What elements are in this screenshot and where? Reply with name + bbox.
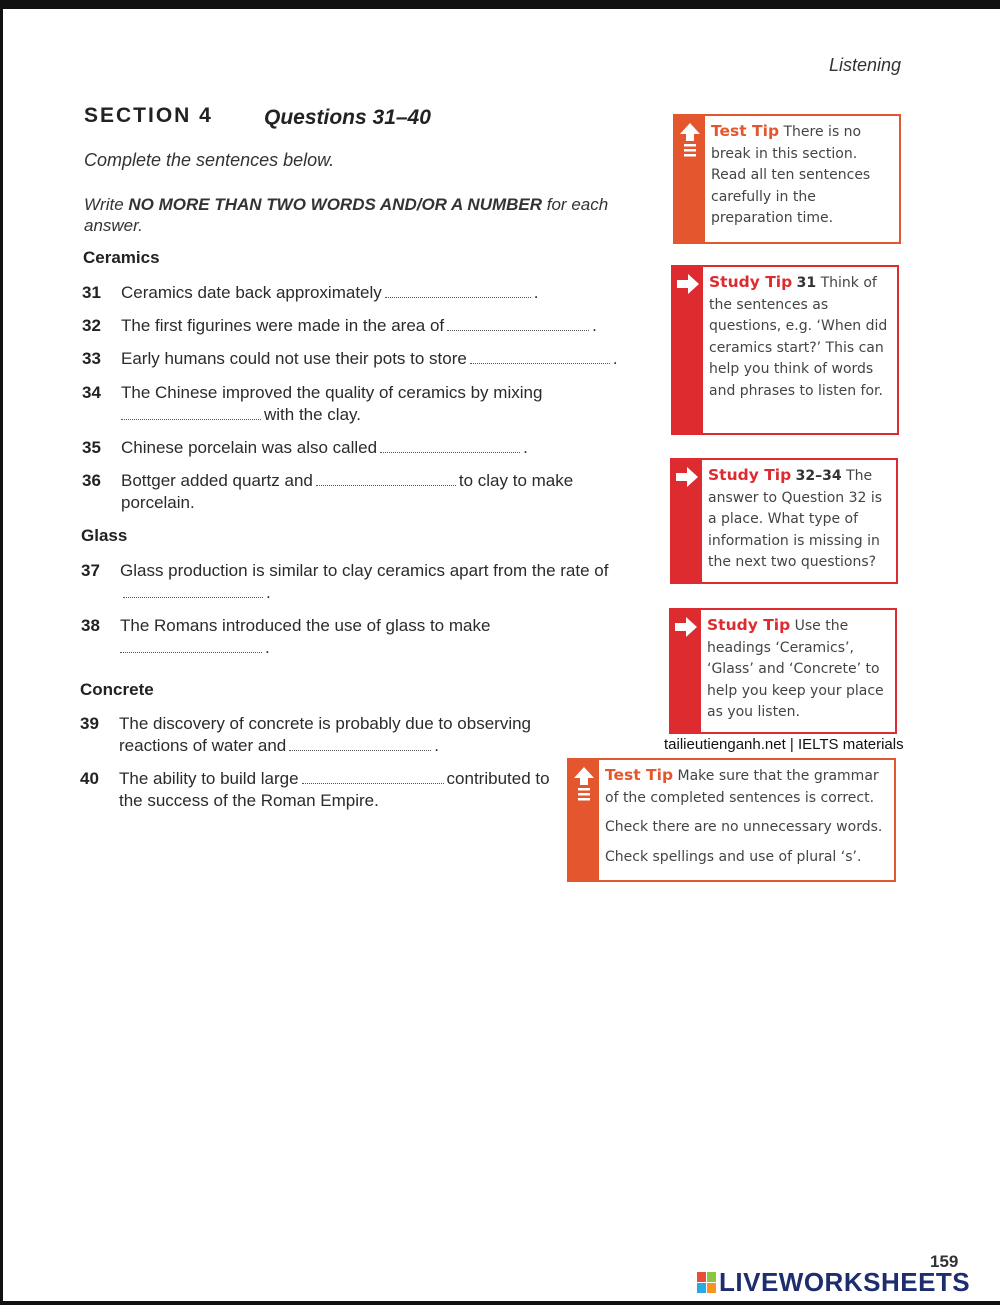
arrow-right-icon [675,466,699,488]
study-tip-32-34-box: Study Tip 32–34 The answer to Question 32 is a place. What type of information is missing in the next two questions? [670,458,898,584]
answer-blank-32[interactable] [447,316,589,331]
answer-blank-34[interactable] [121,405,261,420]
arrow-up-icon [679,122,701,158]
section-questions-range: Questions 31–40 [264,106,431,129]
test-tip-grammar-box [567,758,896,882]
tip-label: Test Tip [605,766,674,784]
logo-mark-icon [697,1272,717,1294]
test-tip-box [673,114,901,244]
answer-blank-36[interactable] [316,471,456,486]
arrow-up-icon [573,766,595,802]
source-note: tailieutienganh.net | IELTS materials [664,736,904,753]
tip-label: Study Tip [708,466,792,484]
tip-text: Make sure that the grammar of the completed sentences is correct. [605,768,879,806]
subheading-concrete: Concrete [80,680,154,699]
instruction-word-limit: Write NO MORE THAN TWO WORDS AND/OR A NUMBER for each answer. [84,195,609,235]
logo-text: LIVEWORKSHEETS [719,1267,971,1297]
tip-text-line-2: Check there are no unnecessary words. [605,819,883,835]
tip-text: Think of the sentences as questions, e.g. ‘When did ceramics start?’ This can help you think of words and phrases to listen for. [709,275,888,399]
tip-text: Use the headings ‘Ceramics’, ‘Glass’ and ‘Concrete’ to help you keep your place as you listen. [707,618,884,720]
section-heading: SECTION 4 [84,104,213,127]
answer-blank-31[interactable] [385,283,531,298]
top-border [0,0,1000,9]
subheading-glass: Glass [81,526,128,545]
running-head: Listening [829,55,902,75]
answer-blank-38[interactable] [120,638,262,653]
tip-label: Study Tip [709,273,793,291]
subheading-ceramics: Ceramics [83,248,160,267]
tip-text: There is no break in this section. Read all ten sentences carefully in the preparation time. [711,124,871,226]
tip-text-line-3: Check spellings and use of plural ‘s’. [605,848,862,865]
arrow-right-icon [674,616,698,638]
page-number: 159 [930,1252,959,1271]
answer-blank-39[interactable] [289,736,431,751]
left-border [0,0,3,1305]
answer-blank-35[interactable] [380,438,520,453]
bottom-border [0,1301,1000,1305]
answer-blank-33[interactable] [470,349,610,364]
answer-blank-37[interactable] [123,583,263,598]
study-tip-headings-box [669,608,897,734]
instruction-complete: Complete the sentences below. [84,150,335,170]
tip-label: Test Tip [711,122,780,140]
tip-label: Study Tip [707,616,791,634]
tip-text: The answer to Question 32 is a place. What type of information is missing in the next two questions? [708,468,883,570]
arrow-right-icon [676,273,700,295]
study-tip-31-box: Study Tip 31 Think of the sentences as questions, e.g. ‘When did ceramics start?’ This can help you think of words and phrases to listen for. [671,265,899,435]
answer-blank-40[interactable] [302,769,444,784]
